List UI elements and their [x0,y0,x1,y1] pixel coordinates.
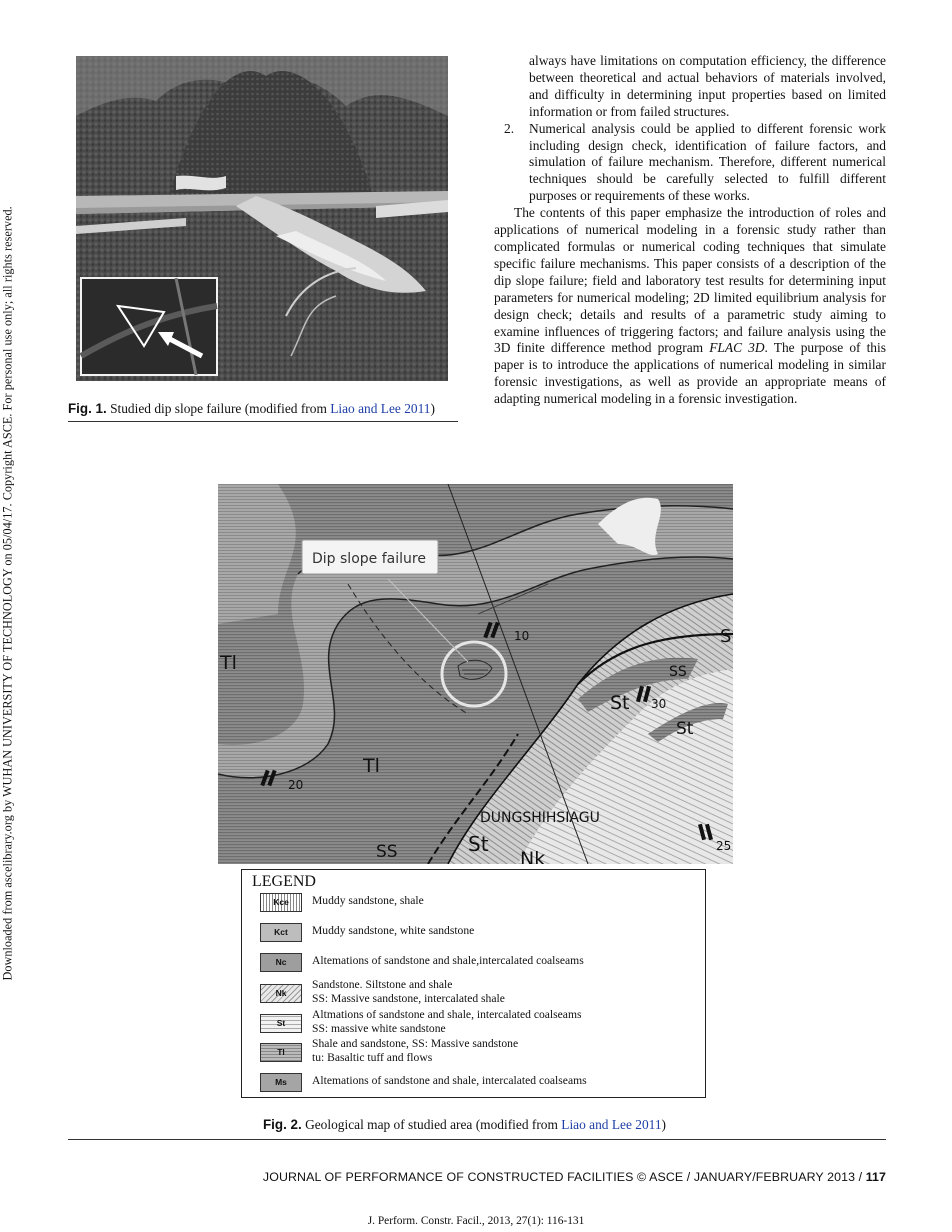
citation-line: J. Perform. Constr. Facil., 2013, 27(1): 116-131 [367,1215,585,1227]
map-dip-25: 25 [716,839,732,853]
legend-text-ms: Altemations of sandstone and shale, intercalated coalseams [312,1074,587,1087]
map-label-ss-bottom: SS [376,842,398,862]
figure1-caption [68,401,435,417]
legend-text-nk: Sandstone. Siltstone and shale SS: Massive sandstone, intercalated shale [312,978,505,1005]
map-label-tl-center: Tl [363,755,380,777]
body-text-column [494,53,886,408]
list-item-1-continuation [494,53,886,121]
legend-text-tl: Shale and sandstone, SS: Massive sandstone tu: Basaltic tuff and flows [312,1037,519,1064]
map-callout-label: Dip slope failure [312,551,426,567]
journal-name: JOURNAL OF PERFORMANCE OF CONSTRUCTED FACILITIES © ASCE / JANUARY/FEBRUARY 2013 / [262,1170,866,1184]
map-label-st-mid: St [610,692,630,714]
legend-swatch-nc: Nc [260,953,302,972]
map-label-st-bottom: St [468,832,489,856]
legend-text-st: Altmations of sandstone and shale, intercalated coalseams SS: massive white sandstone [312,1008,582,1035]
body-paragraph-part-a: The contents of this paper emphasize the introduction of roles and applications of numerical modeling in a forensic study rather than complicated formulas or numerical coding techniques that simulate specific failure mechanisms. This paper consists of a description of the dip slope failure; field and laboratory test results for determining input parameters for numerical modeling; 2D limited equilibrium analysis for design check; details and results of a parametric study aiming to examine influences of triggering factors; and failure analysis using the 3D finite difference method program [494,205,886,356]
map-legend [241,869,706,1098]
body-paragraph-part-b: . The purpose of this paper is to introduce the applications of numerical modeling in similar forensic investigations, as well as provide an appropriate means of adapting numerical modeling in a forensic investigation. [494,340,886,407]
map-label-st-right: St [676,719,694,739]
list-item-2-text: Numerical analysis could be applied to different forensic work including design check, identification of failure factors, and simulation of failure mechanism. Therefore, different numerical techniques should be carefully selected to fulfill different purposes or requirements of these works. [529,120,886,204]
aerial-photo [76,56,448,381]
figure2-caption-close: ) [661,1117,667,1132]
download-notice: Downloaded from ascelibrary.org by WUHAN UNIVERSITY OF TECHNOLOGY on 05/04/17. Copyright ASCE. For personal use only; all rights reserved. [0,206,15,981]
figure1-caption-close: ) [430,401,435,416]
geological-map [218,484,733,864]
figure2-rule [68,1139,886,1140]
list-item-2 [494,121,886,206]
legend-swatch-kce: Kce [260,893,302,912]
list-item-2-number: 2. [504,120,515,136]
legend-text-kce: Muddy sandstone, shale [312,894,424,907]
legend-text-nc: Altemations of sandstone and shale,intercalated coalseams [312,954,584,967]
page-number: 117 [865,1170,886,1184]
figure1-label: Fig. 1. [68,401,107,416]
map-label-s-right: S [720,626,732,647]
figure2-reference-link[interactable]: Liao and Lee 2011 [561,1117,662,1132]
legend-swatch-kct: Kct [260,923,302,942]
legend-swatch-st: St [260,1014,302,1033]
figure2-label: Fig. 2. [263,1117,302,1132]
map-label-ss-right: SS [669,664,687,680]
legend-title: LEGEND [252,873,316,890]
legend-swatch-ms: Ms [260,1073,302,1092]
legend-swatch-nk: Nk [260,984,302,1003]
body-paragraph [494,205,886,408]
figure2-caption [263,1117,666,1133]
map-label-tl-left: Tl [220,652,237,674]
map-dip-20: 20 [288,778,304,792]
figure1-rule [68,421,458,422]
list-item-1-text: always have limitations on computation efficiency, the difference between theoretical and actual behaviors of materials involved, and difficulty in determining input properties based on limited information or from failed structures. [529,53,886,119]
journal-running-footer [263,1170,886,1184]
figure1-caption-text: Studied dip slope failure (modified from [110,401,331,416]
legend-swatch-tl: Tl [260,1043,302,1062]
map-label-nk-bottom: Nk [520,848,546,864]
legend-text-kct: Muddy sandstone, white sandstone [312,924,475,937]
map-dip-30: 30 [651,697,667,711]
figure1-reference-link[interactable]: Liao and Lee 2011 [330,401,431,416]
map-label-town: DUNGSHIHSIAGU [480,810,600,826]
map-dip-10: 10 [514,629,530,643]
figure2-caption-text: Geological map of studied area (modified from [305,1117,562,1132]
flac3d-term: FLAC 3D [709,340,765,356]
